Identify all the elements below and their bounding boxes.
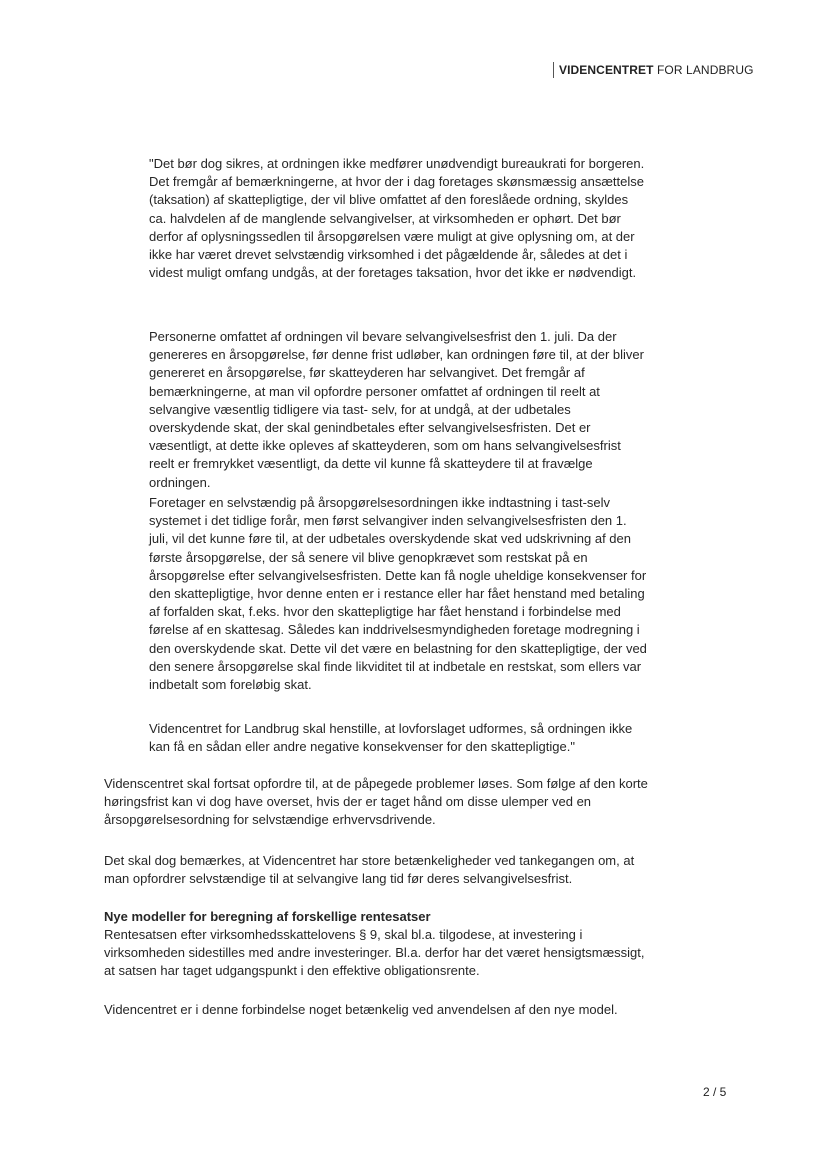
quote-paragraph-3: Foretager en selvstændig på årsopgørelsesordningen ikke indtastning i tast-selv systemet i det tidlige forår, men først selvangiver inden selvangivelsesfristen den 1. juli, vil det kunne føre til, at der udbetales overskydende skat ved udskrivning af den første årsopgørelse, der så senere vil blive genopkrævet som restskat på en årsopgørelse efter selvangivelsesfristen. Dette kan få nogle uheldige konsekvenser for den skattepligtige, hvor denne enten er i restance eller har fået henstand med betaling af forfalden skat, f.eks. hvor den skattepligtige har fået henstand i forbindelse med førelse af en skattesag. Således kan inddrivelsesmyndigheden foretage modregning i den overskydende skat. Dette vil det være en belastning for den skattepligtige, der ved den senere årsopgørelse skal finde likviditet til at indbetale en restskat, som ellers var indbetalt som foreløbig skat.	[149, 495, 647, 693]
page-number: 2 / 5	[703, 1085, 727, 1099]
section-heading: Nye modeller for beregning af forskellige rentesatser	[104, 909, 431, 924]
header-org-rest: FOR LANDBRUG	[656, 63, 754, 77]
section-body: Rentesatsen efter virksomhedsskattelovens § 9, skal bl.a. tilgodese, at investering i virksomheden sidestilles med andre investeringer. Bl.a. derfor har det været hensigtsmæssigt, at satsen har taget udgangspunkt i den effektive obligationsrente.	[104, 927, 645, 979]
quote-paragraph-4: Videncentret for Landbrug skal henstille, at lovforslaget udformes, så ordningen ikke kan få en sådan eller andre negative konsekvenser for den skattepligtige."	[149, 721, 633, 755]
body-paragraph-1: Videnscentret skal fortsat opfordre til, at de påpegede problemer løses. Som følge af den korte høringsfrist kan vi dog have overset, hvis der er taget hånd om disse ulemper ved en årsopgørelsesordning for selvstændige erhvervsdrivende.	[104, 776, 648, 828]
body-paragraph-2: Det skal dog bemærkes, at Videncentret har store betænkeligheder ved tankegangen om, at man opfordrer selvstændige til at selvangive lang tid før deres selvangivelsesfrist.	[104, 853, 635, 887]
closing-paragraph: Videncentret er i denne forbindelse noget betænkelig ved anvendelsen af den nye model.	[104, 1002, 618, 1017]
quote-paragraph-1: "Det bør dog sikres, at ordningen ikke medfører unødvendigt bureaukrati for borgeren. Det fremgår af bemærkningerne, at hvor der i dag foretages skønsmæssig ansættelse (taksation) af skattepligtige, der vil blive omfattet af den foreslåede ordning, skyldes ca. halvdelen af de manglende selvangivelser, at virksomheden er ophørt. Det bør derfor af oplysningssedlen til årsopgørelsen være muligt at give oplysning om, at der ikke har været drevet selvstændig virksomhed i det pågældende år, således at det i videst muligt omfang undgås, at der foretages taksation, hvor det ikke er nødvendigt.	[149, 156, 645, 281]
document-header	[553, 62, 754, 78]
header-org-bold: VIDENCENTRET	[559, 63, 654, 77]
quote-paragraph-2: Personerne omfattet af ordningen vil bevare selvangivelsesfrist den 1. juli. Da der genereres en årsopgørelse, før denne frist udløber, kan ordningen føre til, at der bliver genereret en årsopgørelse, før skatteyderen har selvangivet. Det fremgår af bemærkningerne, at man vil opfordre personer omfattet af ordningen til reelt at selvangive væsentlig tidligere via tast- selv, for at undgå, at der udbetales overskydende skat, der skal genindbetales efter selvangivelsesfristen. Det er væsentligt, at dette ikke opleves af skatteyderen, som om hans selvangivelsesfrist reelt er fremrykket væsentligt, da dette vil kunne få skatteydere til at fravælge ordningen.	[149, 329, 644, 490]
